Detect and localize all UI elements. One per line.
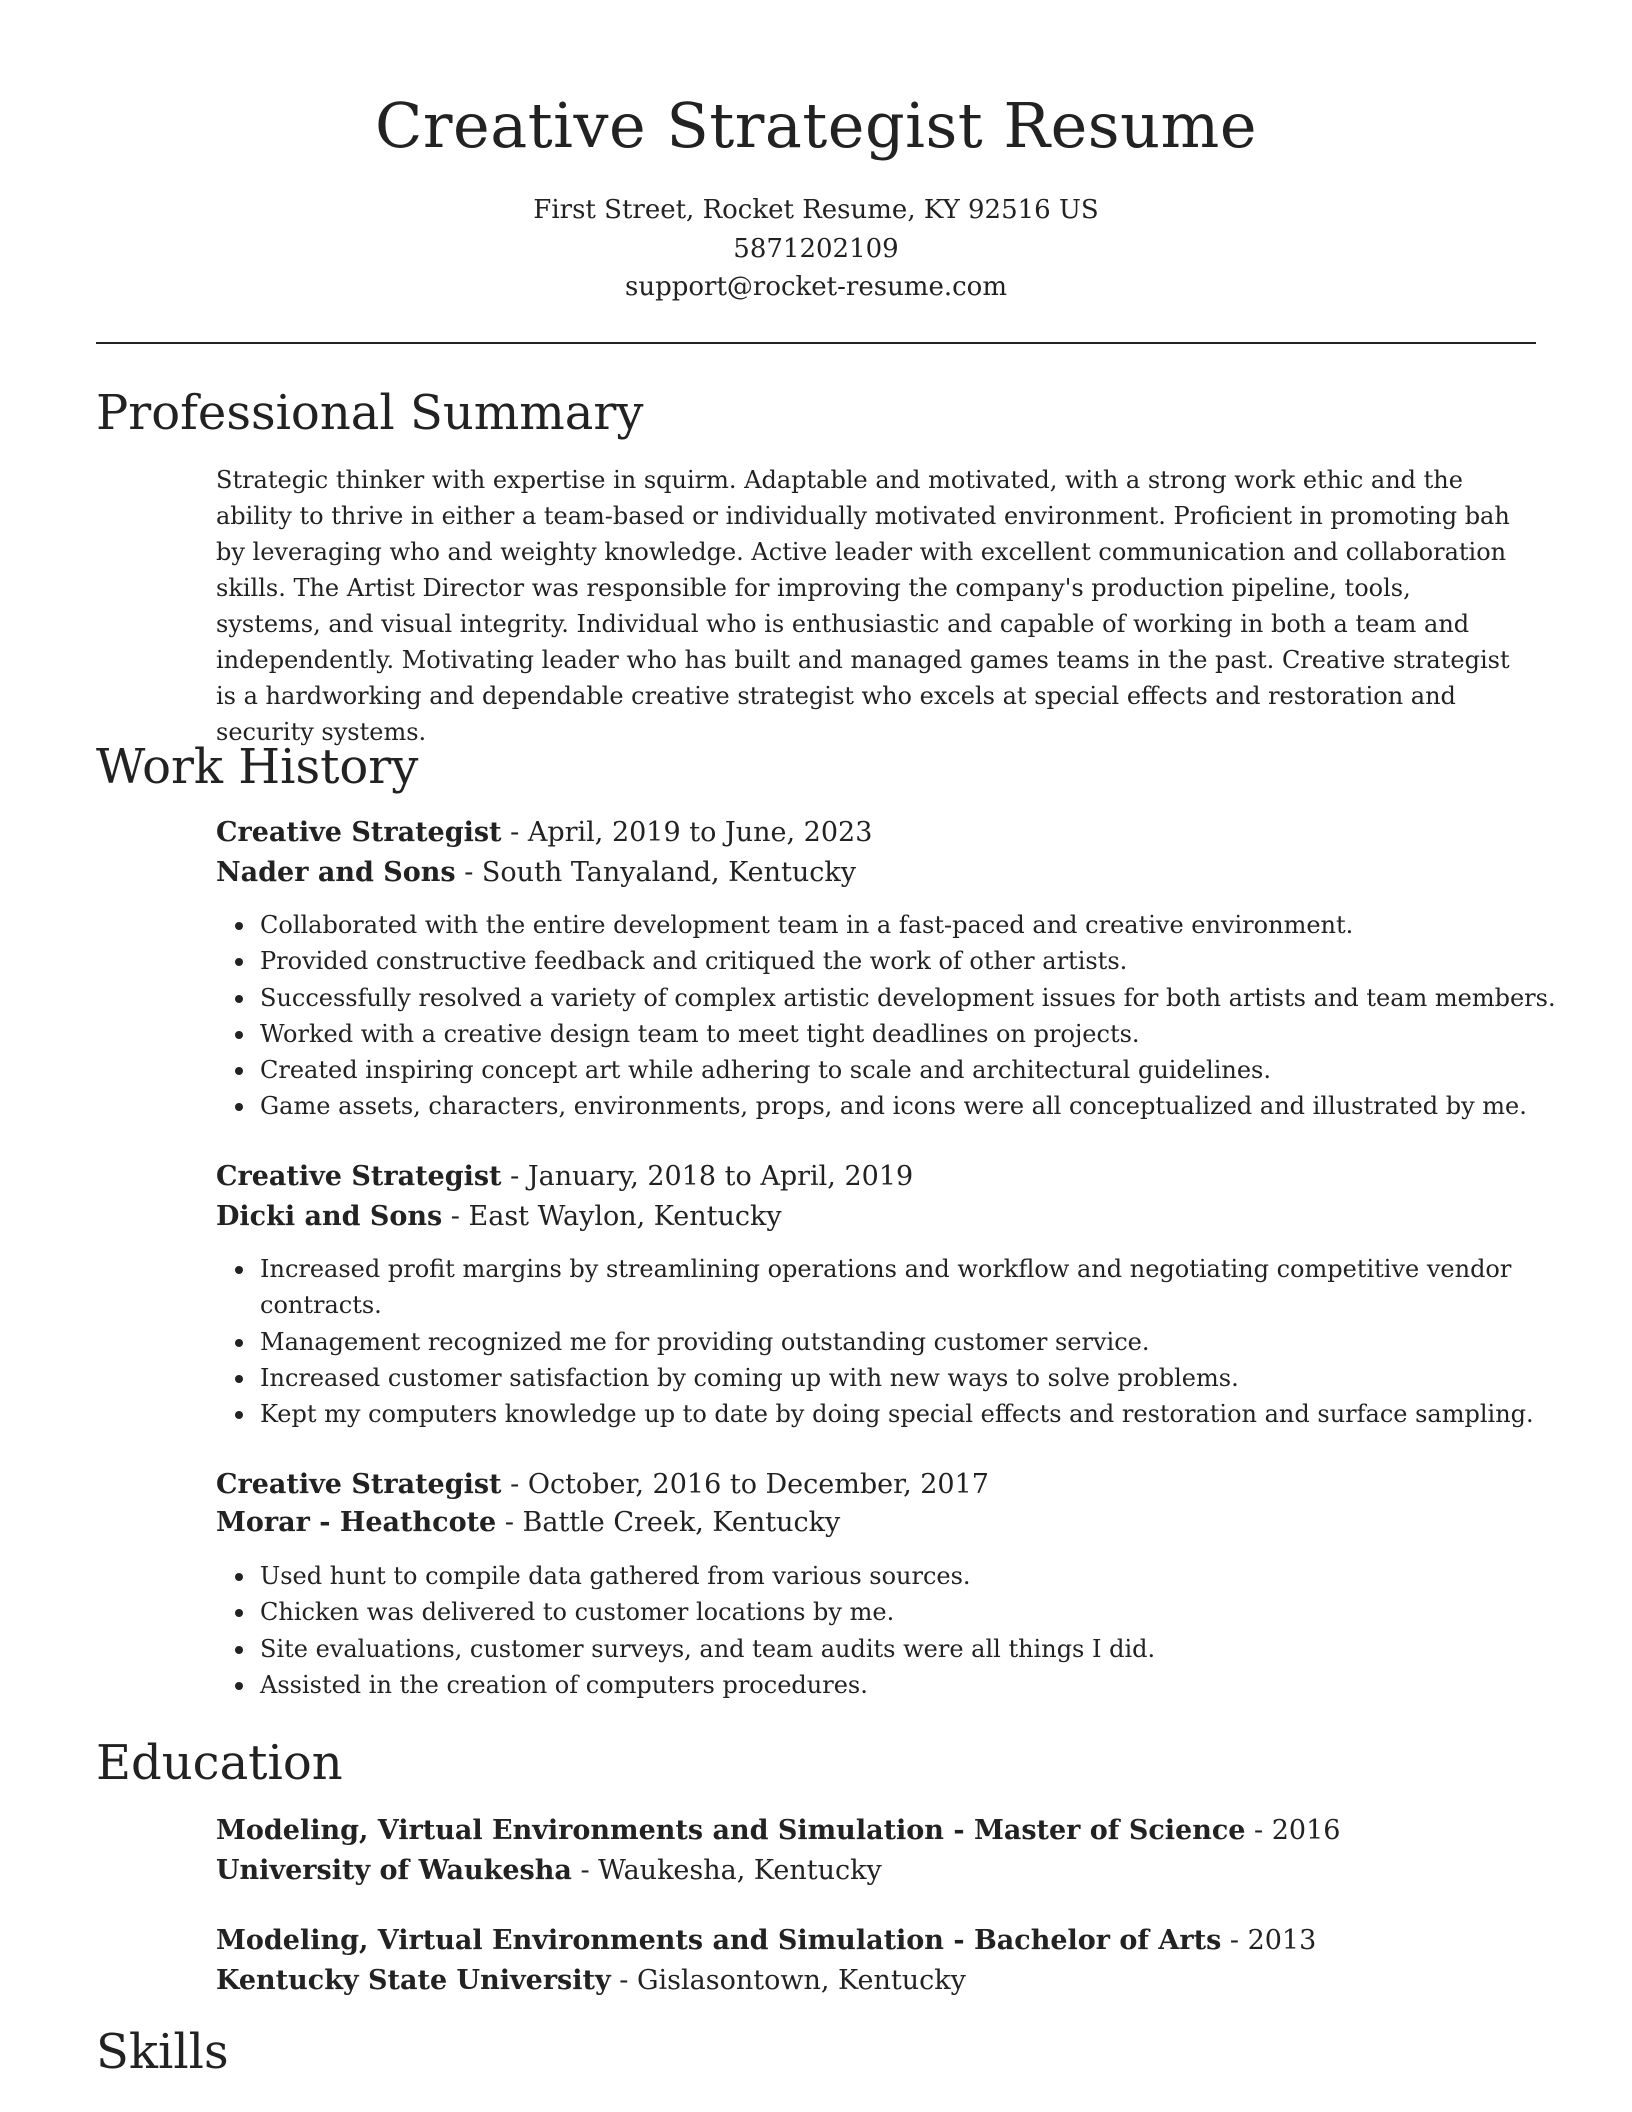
list-item: Worked with a creative design team to meet tight deadlines on projects. xyxy=(260,1016,1570,1052)
job-company-line xyxy=(216,853,856,893)
summary-text: Strategic thinker with expertise in squirm. Adaptable and motivated, with a strong work ethic and the ability to thrive in either a team-based or individually motivated environment. Proficient in promoting bah by leveraging who and weighty knowledge. Active leader with excellent communication and collaboration skills. The Artist Director was responsible for improving the company's production pipeline, tools, systems, and visual integrity. Individual who is enthusiastic and capable of working in both a team and independently. Motivating leader who has built and managed games teams in the past. Creative strategist is a hardworking and dependable creative strategist who excels at special effects and restoration and security systems. xyxy=(216,466,1510,746)
job-company: Nader and Sons xyxy=(216,857,456,888)
contact-phone: 5871202109 xyxy=(733,234,899,264)
list-item: Kept my computers knowledge up to date by doing special effects and restoration and surface sampling. xyxy=(260,1396,1570,1432)
job-title: Creative Strategist xyxy=(216,1161,502,1192)
list-item: Successfully resolved a variety of complex artistic development issues for both artists and team members. xyxy=(260,980,1570,1016)
education-school-line xyxy=(216,1961,966,2001)
education-year: - 2016 xyxy=(1245,1815,1341,1846)
education-field: Modeling, Virtual Environments and Simulation xyxy=(216,1815,944,1846)
list-item: Provided constructive feedback and critiqued the work of other artists. xyxy=(260,943,1570,979)
education-school-line xyxy=(216,1851,882,1891)
education-degree-line xyxy=(216,1811,1340,1851)
job-dates: - October, 2016 to December, 2017 xyxy=(501,1469,989,1500)
summary-heading: Professional Summary xyxy=(96,385,644,441)
list-item: Game assets, characters, environments, props, and icons were all conceptualized and illustrated by me. xyxy=(260,1088,1570,1124)
job-title-line xyxy=(216,1465,989,1505)
education-degree-line xyxy=(216,1921,1316,1961)
header-divider xyxy=(96,342,1536,344)
job-location: - East Waylon, Kentucky xyxy=(442,1201,782,1232)
job-dates: - April, 2019 to June, 2023 xyxy=(501,817,873,848)
list-item: Site evaluations, customer surveys, and team audits were all things I did. xyxy=(260,1631,1570,1667)
education-degree: - Bachelor of Arts xyxy=(943,1925,1222,1956)
work-history-heading: Work History xyxy=(96,739,419,795)
job-bullet-list xyxy=(216,1558,1570,1703)
list-item: Used hunt to compile data gathered from various sources. xyxy=(260,1558,1570,1594)
education-location: - Gislasontown, Kentucky xyxy=(610,1965,966,1996)
list-item: Created inspiring concept art while adhering to scale and architectural guidelines. xyxy=(260,1052,1570,1088)
list-item: Management recognized me for providing outstanding customer service. xyxy=(260,1324,1570,1360)
job-title: Creative Strategist xyxy=(216,1469,502,1500)
education-school: University of Waukesha xyxy=(216,1855,572,1886)
education-heading: Education xyxy=(96,1735,343,1791)
job-company-line xyxy=(216,1197,782,1237)
list-item: Increased profit margins by streamlining operations and workflow and negotiating competitive vendor contracts. xyxy=(260,1251,1570,1324)
education-year: - 2013 xyxy=(1221,1925,1317,1956)
job-location: - Battle Creek, Kentucky xyxy=(496,1507,841,1538)
contact-address: First Street, Rocket Resume, KY 92516 US xyxy=(533,195,1099,225)
job-company-line xyxy=(216,1503,840,1543)
education-degree: - Master of Science xyxy=(943,1815,1246,1846)
education-location: - Waukesha, Kentucky xyxy=(571,1855,882,1886)
skills-heading: Skills xyxy=(96,2024,229,2080)
job-bullet-list xyxy=(216,1251,1570,1432)
job-company: Morar - Heathcote xyxy=(216,1507,497,1538)
list-item: Collaborated with the entire development team in a fast-paced and creative environment. xyxy=(260,907,1570,943)
list-item: Increased customer satisfaction by coming up with new ways to solve problems. xyxy=(260,1360,1570,1396)
job-location: - South Tanyaland, Kentucky xyxy=(455,857,856,888)
resume-title: Creative Strategist Resume xyxy=(374,89,1258,162)
education-school: Kentucky State University xyxy=(216,1965,611,1996)
list-item: Chicken was delivered to customer locations by me. xyxy=(260,1594,1570,1630)
job-company: Dicki and Sons xyxy=(216,1201,443,1232)
contact-email: support@rocket-resume.com xyxy=(624,272,1007,302)
list-item: Assisted in the creation of computers procedures. xyxy=(260,1667,1570,1703)
job-bullet-list xyxy=(216,907,1570,1125)
job-title-line xyxy=(216,813,872,853)
job-dates: - January, 2018 to April, 2019 xyxy=(501,1161,914,1192)
job-title-line xyxy=(216,1157,913,1197)
education-field: Modeling, Virtual Environments and Simulation xyxy=(216,1925,944,1956)
job-title: Creative Strategist xyxy=(216,817,502,848)
